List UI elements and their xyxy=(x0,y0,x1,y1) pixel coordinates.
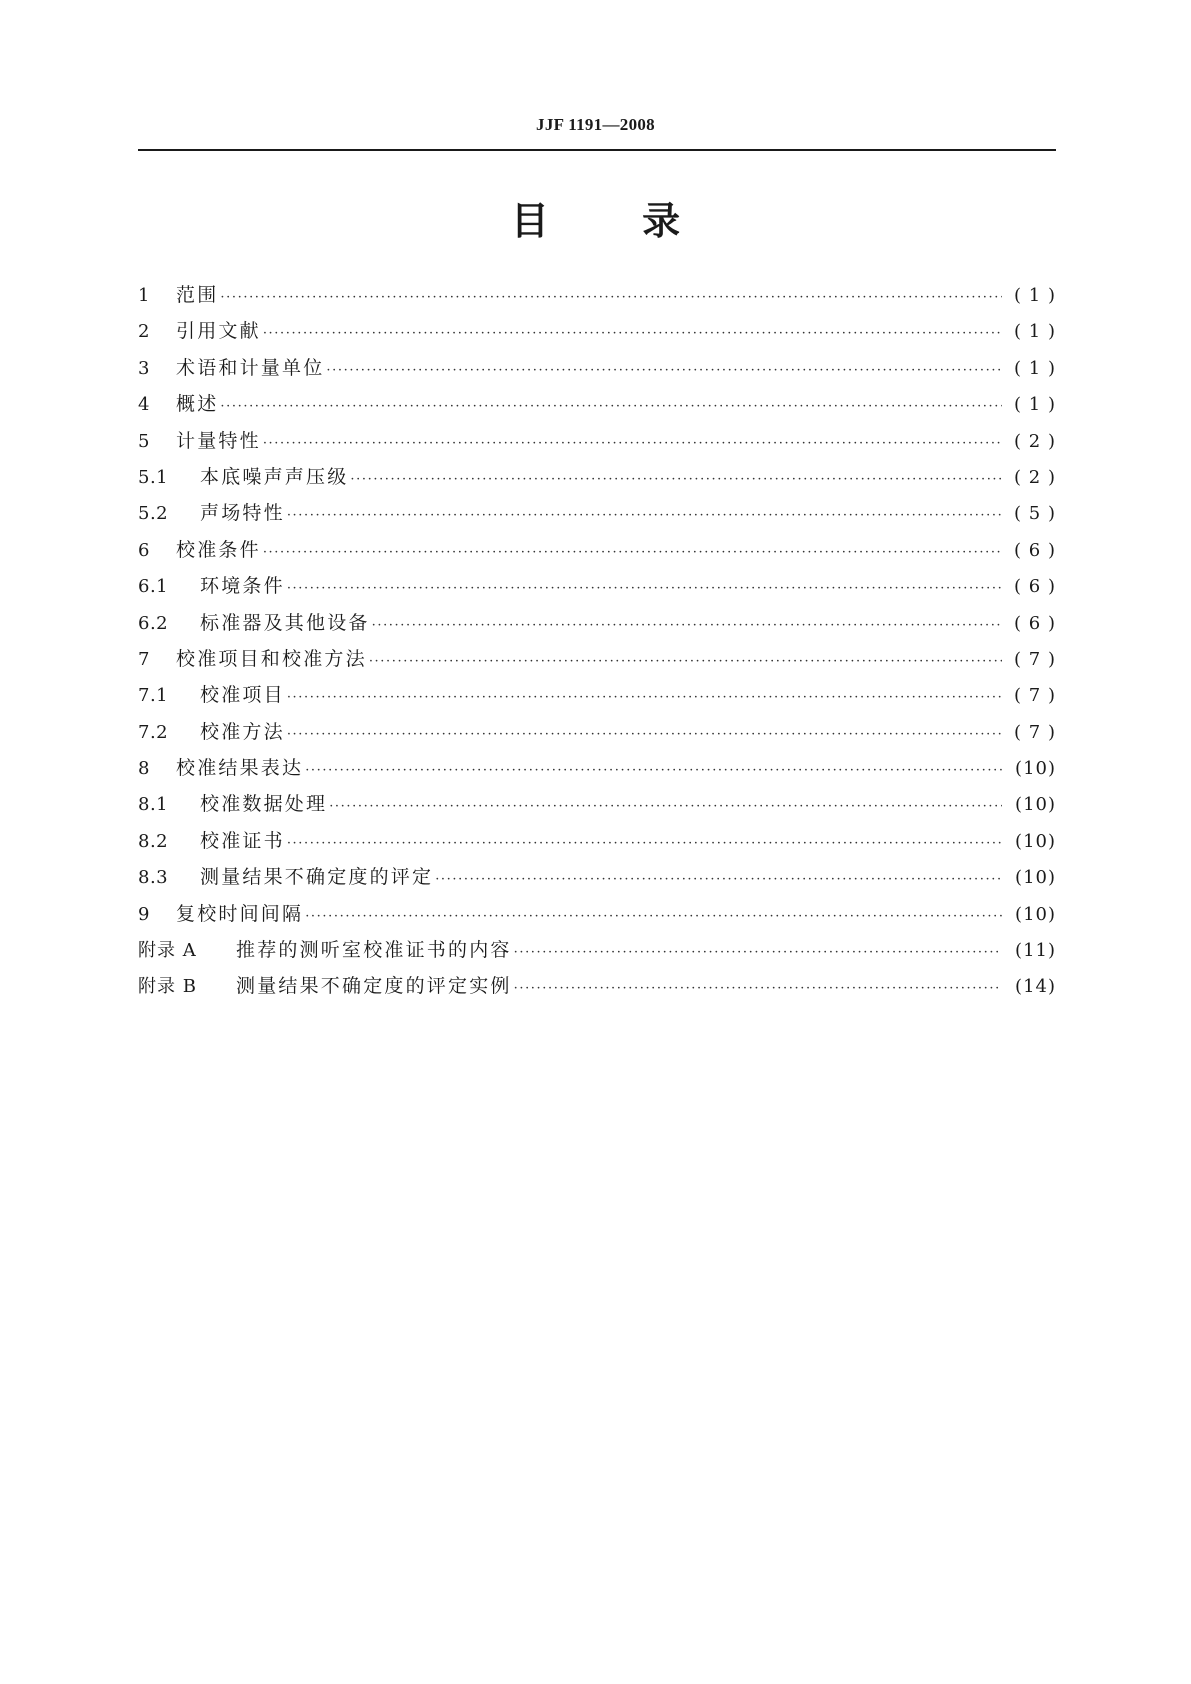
toc-entry-page: (10) xyxy=(1015,903,1056,925)
toc-entry-number: 7 xyxy=(138,648,150,670)
dot-leader xyxy=(369,644,1002,680)
dot-leader xyxy=(263,535,1002,571)
toc-entry[interactable] xyxy=(138,750,1056,786)
toc-entry-number: 6 xyxy=(138,539,150,561)
document-code-header: JJF 1191—2008 xyxy=(536,115,655,134)
toc-entry-number: 6.2 xyxy=(138,612,169,634)
toc-entry-label: 声场特性 xyxy=(200,502,285,525)
toc-entry-label: 概述 xyxy=(176,393,219,416)
toc-entry-number: 8.1 xyxy=(138,794,169,816)
toc-entry[interactable] xyxy=(138,532,1056,568)
dot-leader xyxy=(372,608,1002,644)
dot-leader xyxy=(263,316,1002,352)
toc-entry-number: 附录 A xyxy=(138,940,197,962)
toc-entry-page: ( 7 ) xyxy=(1014,685,1056,707)
toc-entry[interactable] xyxy=(138,859,1056,895)
dot-leader xyxy=(329,789,1002,825)
toc-entry-label: 复校时间间隔 xyxy=(176,902,304,925)
toc-entry-page: ( 6 ) xyxy=(1014,612,1056,634)
toc-entry-page: ( 5 ) xyxy=(1014,503,1056,525)
toc-entry-page: (10) xyxy=(1015,758,1056,780)
title-char-1: 目 xyxy=(510,199,549,243)
toc-entry-number: 8.2 xyxy=(138,830,169,852)
toc-entry-page: ( 1 ) xyxy=(1014,321,1056,343)
toc-entry-label: 测量结果不确定度的评定 xyxy=(200,866,434,889)
toc-entry-number: 9 xyxy=(138,903,150,925)
toc-entry-page: ( 6 ) xyxy=(1014,576,1056,598)
toc-entry-page: (14) xyxy=(1015,976,1056,998)
dot-leader xyxy=(305,899,1002,935)
toc-entry-page: ( 1 ) xyxy=(1014,357,1056,379)
toc-entry[interactable] xyxy=(138,495,1056,531)
dot-leader xyxy=(220,280,1002,316)
toc-entry-label: 校准证书 xyxy=(200,829,285,852)
toc-entry-number: 7.2 xyxy=(138,721,169,743)
toc-entry-label: 标准器及其他设备 xyxy=(200,611,370,634)
toc-entry[interactable] xyxy=(138,386,1056,422)
toc-entry-label: 术语和计量单位 xyxy=(176,356,325,379)
dot-leader xyxy=(435,862,1002,898)
dot-leader xyxy=(305,753,1002,789)
toc-entry-page: ( 1 ) xyxy=(1014,394,1056,416)
toc-entry[interactable] xyxy=(138,932,1056,968)
toc-entry[interactable] xyxy=(138,641,1056,677)
toc-entry-label: 本底噪声声压级 xyxy=(200,465,349,488)
toc-entry-page: (10) xyxy=(1015,794,1056,816)
toc-entry-page: (10) xyxy=(1015,867,1056,889)
toc-entry-number: 8.3 xyxy=(138,867,169,889)
toc-entry[interactable] xyxy=(138,823,1056,859)
toc-entry-number: 附录 B xyxy=(138,976,197,998)
dot-leader xyxy=(326,353,1002,389)
toc-entry-number: 1 xyxy=(138,285,150,306)
dot-leader xyxy=(287,498,1002,534)
toc-entry-number: 5 xyxy=(138,430,150,452)
toc-entry-label: 校准项目 xyxy=(200,684,285,707)
toc-entry-label: 校准项目和校准方法 xyxy=(176,647,367,670)
toc-entry-label: 推荐的测听室校准证书的内容 xyxy=(236,939,512,962)
toc-entry-number: 2 xyxy=(138,321,150,343)
toc-entry[interactable] xyxy=(138,714,1056,750)
toc-entry-page: ( 7 ) xyxy=(1014,721,1056,743)
header-divider xyxy=(138,149,1056,151)
page-title xyxy=(0,196,1191,246)
table-of-contents xyxy=(138,277,1056,1005)
toc-entry-number: 5.2 xyxy=(138,503,169,525)
dot-leader xyxy=(287,717,1002,753)
toc-entry-page: ( 6 ) xyxy=(1014,539,1056,561)
toc-entry-page: ( 7 ) xyxy=(1014,648,1056,670)
toc-entry-label: 引用文献 xyxy=(176,320,261,343)
toc-entry[interactable] xyxy=(138,350,1056,386)
toc-entry-number: 3 xyxy=(138,357,150,379)
toc-entry-page: ( 2 ) xyxy=(1014,430,1056,452)
toc-entry-label: 校准结果表达 xyxy=(176,757,304,780)
toc-entry[interactable] xyxy=(138,968,1056,1004)
toc-entry-number: 4 xyxy=(138,394,150,416)
toc-entry-label: 计量特性 xyxy=(176,429,261,452)
toc-entry-page: ( 1 ) xyxy=(1014,285,1056,306)
dot-leader xyxy=(514,935,1002,971)
toc-entry-number: 6.1 xyxy=(138,576,169,598)
toc-entry-label: 校准方法 xyxy=(200,720,285,743)
toc-entry[interactable] xyxy=(138,277,1056,313)
dot-leader xyxy=(514,971,1002,1007)
toc-entry-number: 7.1 xyxy=(138,685,169,707)
toc-entry-page: (10) xyxy=(1015,830,1056,852)
toc-entry[interactable] xyxy=(138,677,1056,713)
toc-entry[interactable] xyxy=(138,313,1056,349)
dot-leader xyxy=(287,680,1002,716)
toc-entry-number: 5.1 xyxy=(138,466,169,488)
toc-entry-label: 测量结果不确定度的评定实例 xyxy=(236,975,512,998)
dot-leader xyxy=(220,389,1002,425)
toc-entry-page: ( 2 ) xyxy=(1014,466,1056,488)
toc-entry[interactable] xyxy=(138,459,1056,495)
toc-entry-number: 8 xyxy=(138,758,150,780)
toc-entry[interactable] xyxy=(138,423,1056,459)
toc-entry-page: (11) xyxy=(1015,940,1056,962)
toc-entry-label: 校准条件 xyxy=(176,538,261,561)
toc-entry[interactable] xyxy=(138,568,1056,604)
toc-entry[interactable] xyxy=(138,786,1056,822)
dot-leader xyxy=(263,426,1002,462)
dot-leader xyxy=(287,571,1002,607)
dot-leader xyxy=(350,462,1002,498)
toc-entry-label: 校准数据处理 xyxy=(200,793,328,816)
title-char-2: 录 xyxy=(642,199,681,243)
toc-entry[interactable] xyxy=(138,896,1056,932)
dot-leader xyxy=(287,826,1002,862)
toc-entry-label: 范围 xyxy=(176,284,219,306)
toc-entry[interactable] xyxy=(138,605,1056,641)
toc-entry-label: 环境条件 xyxy=(200,575,285,598)
